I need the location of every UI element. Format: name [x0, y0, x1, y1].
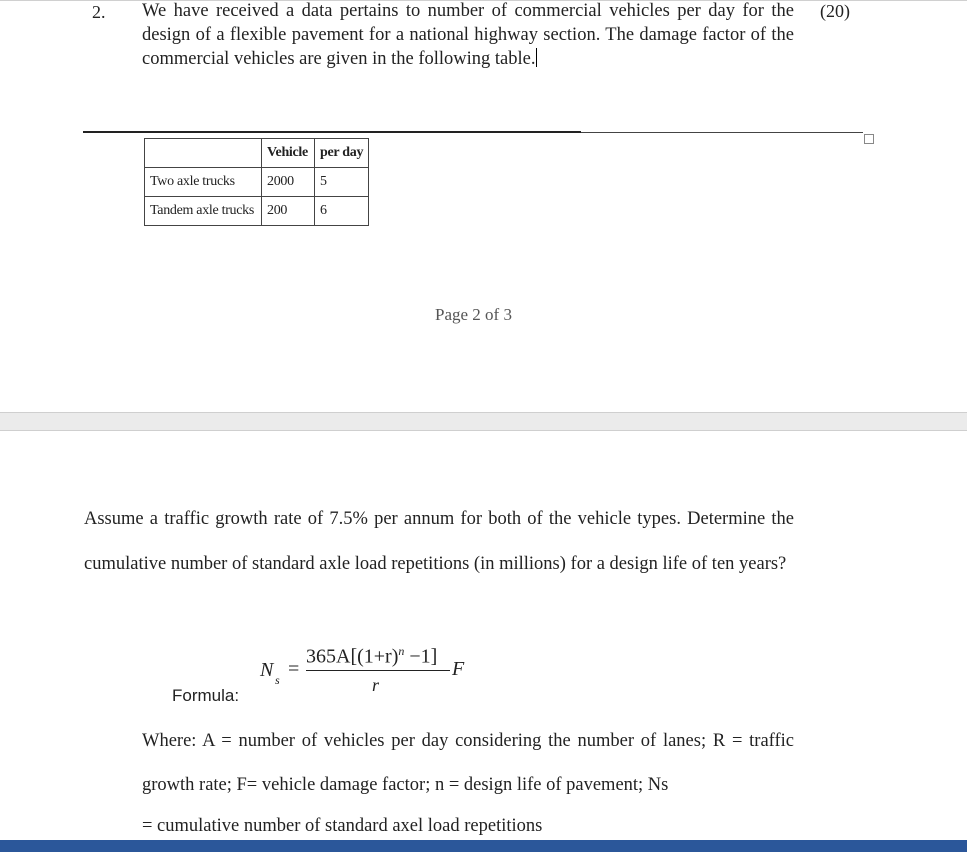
formula-equation[interactable] — [258, 643, 478, 703]
where-definitions[interactable]: Where: A = number of vehicles per day considering the number of lanes; R = traffic growth rate; F= vehicle damage factor; n = design life of pavement; Ns — [142, 731, 794, 795]
question-text[interactable]: We have received a data pertains to number of commercial vehicles per day for the design of a flexible pavement for a national highway section. The damage factor of the commercial vehicles are given in the following table. — [142, 1, 794, 69]
page-separator — [0, 412, 967, 431]
document-page-2 — [0, 0, 967, 412]
horizontal-rule — [83, 131, 581, 133]
table-cell: Two axle trucks — [145, 168, 262, 197]
object-anchor-handle[interactable] — [864, 134, 874, 144]
where-definitions-last-line[interactable]: = cumulative number of standard axel load repetitions — [142, 816, 543, 836]
document-page-3 — [0, 431, 967, 840]
horizontal-rule-thin — [581, 132, 863, 133]
damage-factor-table[interactable] — [144, 138, 369, 226]
table-header-row — [145, 139, 369, 168]
table-header-cell: per day — [315, 139, 369, 168]
formula-label: Formula: — [172, 686, 240, 705]
formula-fraction-bar — [306, 670, 450, 671]
table-row — [145, 197, 369, 226]
table-header-cell — [145, 139, 262, 168]
formula-factor: F — [452, 658, 465, 680]
table-cell: Tandem axle trucks — [145, 197, 262, 226]
table-cell: 2000 — [262, 168, 315, 197]
formula-lhs-subscript: s — [275, 673, 280, 687]
problem-paragraph[interactable]: Assume a traffic growth rate of 7.5% per annum for both of the vehicle types. Determine the cumulative number of standard axle load repetitions (in millions) for a design life of ten years? — [84, 509, 794, 574]
table-cell: 200 — [262, 197, 315, 226]
question-number: 2. — [92, 2, 106, 22]
formula-lhs: N — [260, 659, 274, 681]
status-bar — [0, 840, 967, 852]
table-row — [145, 168, 369, 197]
formula-numerator: $365A[(1+r)^n -1]$ — [306, 644, 438, 668]
page-footer-label: Page 2 of 3 — [435, 305, 512, 324]
formula-denominator: r — [372, 675, 380, 695]
table-cell: 5 — [315, 168, 369, 197]
table-header-cell: Vehicle — [262, 139, 315, 168]
formula-equals: = — [288, 658, 300, 680]
question-marks: (20) — [820, 1, 850, 21]
table-cell: 6 — [315, 197, 369, 226]
text-cursor — [536, 48, 537, 67]
